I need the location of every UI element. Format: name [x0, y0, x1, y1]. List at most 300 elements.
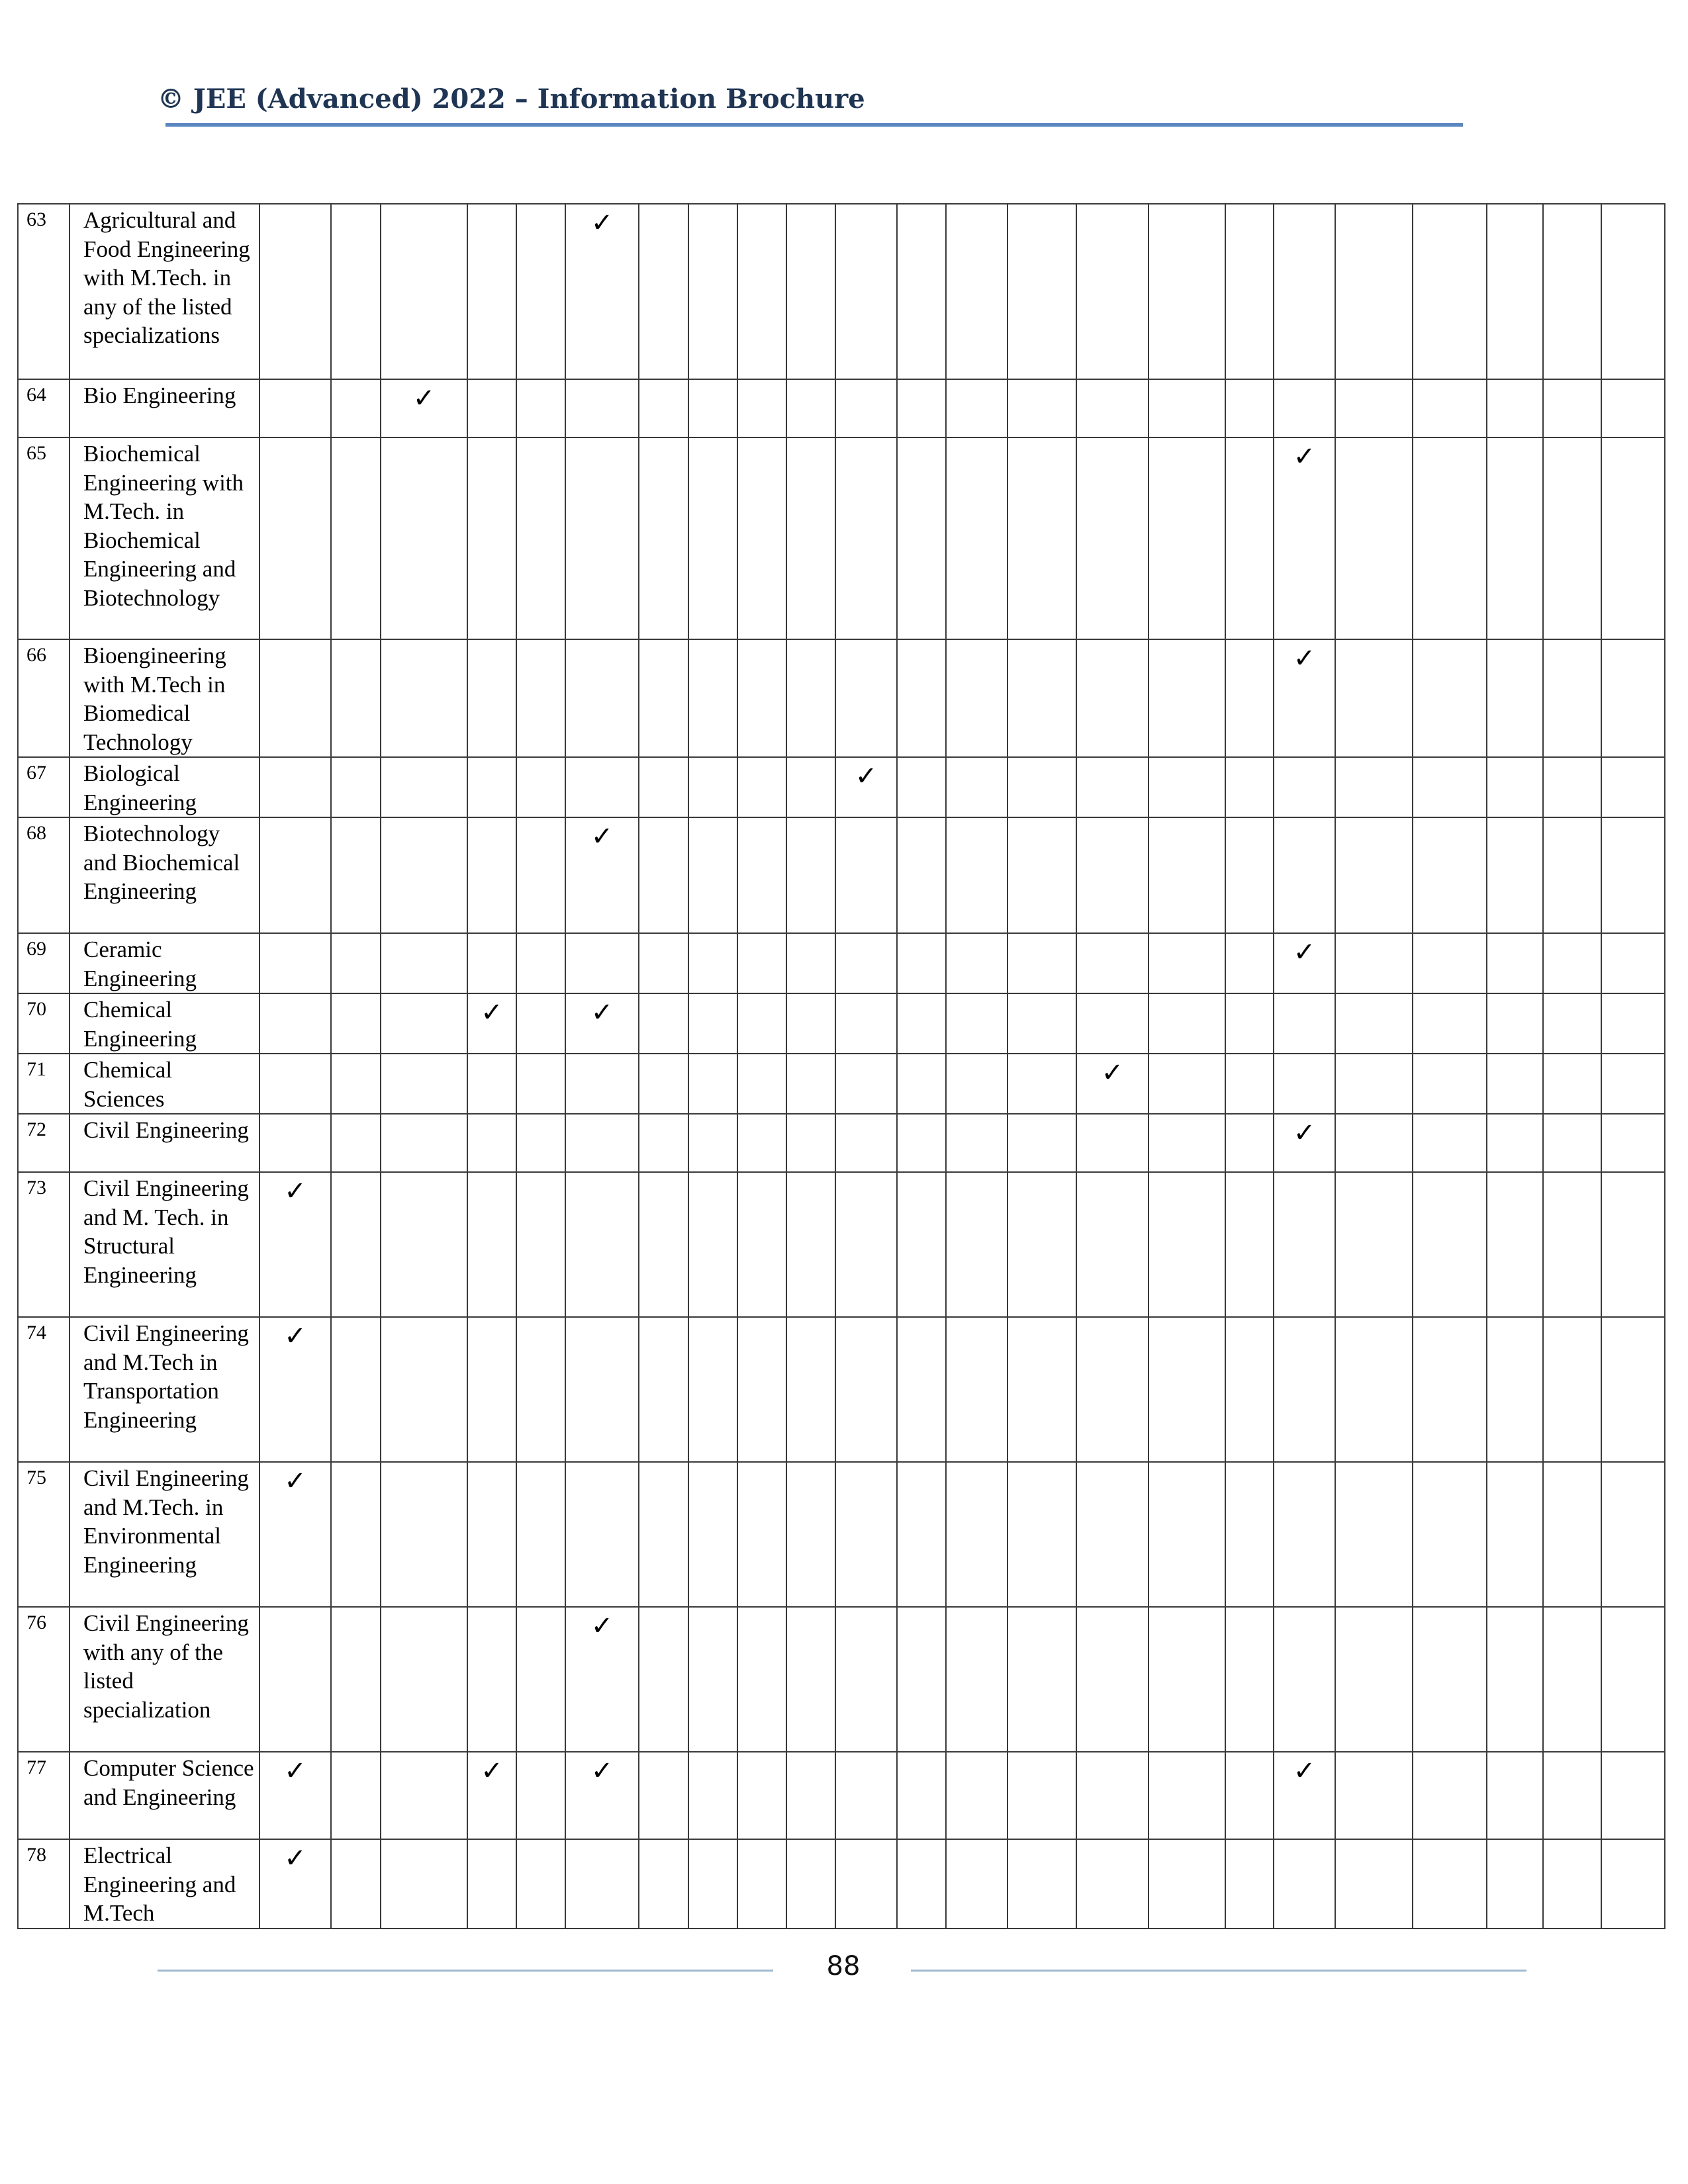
institute-cell [331, 817, 381, 933]
institute-cell [1487, 639, 1543, 757]
institute-cell [1601, 1462, 1665, 1607]
institute-cell [1543, 1839, 1601, 1929]
institute-cell [835, 933, 897, 993]
institute-cell [1076, 437, 1149, 639]
institute-cell [1335, 1114, 1413, 1172]
institute-cell [786, 639, 835, 757]
course-name: Bioengineering with M.Tech in Biomedical Technology [70, 639, 259, 757]
institute-cell [1076, 379, 1149, 437]
institute-cell [565, 1317, 639, 1462]
institute-cell [897, 1607, 946, 1752]
table-row [18, 757, 1665, 817]
course-name: Civil Engineering and M. Tech. in Structural Engineering [70, 1172, 259, 1317]
institute-cell [381, 933, 467, 993]
institute-cell [1487, 379, 1543, 437]
institute-cell [1274, 379, 1335, 437]
institute-cell [1413, 1839, 1487, 1929]
institute-cell [259, 757, 331, 817]
institute-cell [1225, 437, 1274, 639]
institute-cell [639, 817, 688, 933]
table-row [18, 1462, 1665, 1607]
institute-cell [1008, 1752, 1076, 1839]
institute-cell [1008, 757, 1076, 817]
institute-cell [1543, 1114, 1601, 1172]
institute-cell [786, 1752, 835, 1839]
course-name: Civil Engineering and M.Tech. in Environmental Engineering [70, 1462, 259, 1607]
institute-cell [737, 437, 786, 639]
institute-cell [1076, 204, 1149, 379]
row-number: 68 [18, 817, 70, 933]
course-name: Ceramic Engineering [70, 933, 259, 993]
institute-cell [381, 379, 467, 437]
institute-cell [897, 437, 946, 639]
institute-cell [897, 993, 946, 1054]
institute-cell [737, 379, 786, 437]
institute-cell [835, 1462, 897, 1607]
institute-cell [786, 993, 835, 1054]
institute-cell [259, 1054, 331, 1114]
institute-cell [565, 993, 639, 1054]
institute-cell [1225, 1054, 1274, 1114]
institute-cell [1008, 204, 1076, 379]
institute-cell [1487, 204, 1543, 379]
row-number: 63 [18, 204, 70, 379]
checkmark-icon: ✓ [284, 1756, 306, 1786]
institute-cell [381, 437, 467, 639]
institute-cell [946, 1054, 1008, 1114]
institute-cell [1076, 993, 1149, 1054]
institute-cell [1076, 817, 1149, 933]
institute-cell [946, 639, 1008, 757]
institute-cell [1487, 1462, 1543, 1607]
header-rule [165, 123, 1463, 127]
institute-cell [381, 639, 467, 757]
institute-cell [786, 379, 835, 437]
institute-cell [1149, 204, 1225, 379]
institute-cell [688, 757, 737, 817]
institute-cell [467, 1462, 516, 1607]
table-row [18, 933, 1665, 993]
institute-cell [946, 1172, 1008, 1317]
checkmark-icon: ✓ [284, 1843, 306, 1874]
institute-cell [1335, 204, 1413, 379]
institute-cell [639, 933, 688, 993]
institute-cell [688, 1114, 737, 1172]
row-number: 66 [18, 639, 70, 757]
institute-cell [835, 379, 897, 437]
institute-cell [1008, 1114, 1076, 1172]
institute-cell [331, 1114, 381, 1172]
institute-cell [737, 933, 786, 993]
institute-cell [835, 1607, 897, 1752]
institute-cell [639, 757, 688, 817]
institute-cell [1274, 1054, 1335, 1114]
institute-cell [835, 1054, 897, 1114]
institute-cell [1543, 437, 1601, 639]
institute-cell [1008, 1317, 1076, 1462]
page-number: 88 [826, 1951, 861, 1981]
institute-cell [1543, 639, 1601, 757]
row-number: 71 [18, 1054, 70, 1114]
institute-cell [259, 1839, 331, 1929]
institute-cell [1543, 1752, 1601, 1839]
institute-cell [467, 817, 516, 933]
institute-cell [639, 1607, 688, 1752]
institute-cell [1149, 933, 1225, 993]
institute-cell [381, 1114, 467, 1172]
course-name: Computer Science and Engineering [70, 1752, 259, 1839]
institute-cell [835, 993, 897, 1054]
institute-cell [516, 933, 565, 993]
institute-cell [1543, 1317, 1601, 1462]
institute-cell [1225, 993, 1274, 1054]
institute-cell [688, 993, 737, 1054]
institute-cell [565, 1114, 639, 1172]
institute-cell [467, 1054, 516, 1114]
table-row [18, 1839, 1665, 1929]
institute-cell [1543, 1607, 1601, 1752]
institute-cell [467, 933, 516, 993]
institute-cell [565, 757, 639, 817]
institute-cell [1487, 1607, 1543, 1752]
institute-cell [1225, 639, 1274, 757]
institute-cell [835, 757, 897, 817]
brochure-header-title: © JEE (Advanced) 2022 – Information Brochure [158, 83, 865, 114]
row-number: 75 [18, 1462, 70, 1607]
institute-cell [565, 379, 639, 437]
institute-cell [1076, 933, 1149, 993]
institute-cell [737, 1462, 786, 1607]
institute-cell [1149, 1114, 1225, 1172]
institute-cell [1413, 1054, 1487, 1114]
institute-cell [1487, 817, 1543, 933]
footer-rule-right [911, 1970, 1526, 1972]
table-row [18, 1752, 1665, 1839]
checkmark-icon: ✓ [1293, 937, 1316, 968]
institute-cell [786, 437, 835, 639]
table-row [18, 1607, 1665, 1752]
institute-cell [1413, 437, 1487, 639]
institute-cell [467, 1172, 516, 1317]
institute-cell [1487, 1054, 1543, 1114]
institute-cell [1008, 379, 1076, 437]
institute-cell [1413, 1317, 1487, 1462]
institute-cell [688, 204, 737, 379]
institute-cell [1225, 1839, 1274, 1929]
institute-cell [1601, 1054, 1665, 1114]
institute-cell [688, 933, 737, 993]
row-number: 64 [18, 379, 70, 437]
institute-cell [786, 1607, 835, 1752]
institute-cell [1008, 933, 1076, 993]
institute-cell [331, 757, 381, 817]
institute-cell [331, 437, 381, 639]
course-name: Biotechnology and Biochemical Engineering [70, 817, 259, 933]
institute-cell [1076, 639, 1149, 757]
institute-cell [1149, 1054, 1225, 1114]
institute-cell [1274, 437, 1335, 639]
institute-cell [1601, 933, 1665, 993]
institute-cell [946, 757, 1008, 817]
institute-cell [639, 379, 688, 437]
institute-cell [1274, 933, 1335, 993]
checkmark-icon: ✓ [590, 1611, 614, 1641]
institute-cell [381, 757, 467, 817]
institute-cell [946, 1752, 1008, 1839]
checkmark-icon: ✓ [1293, 441, 1316, 472]
institute-cell [1225, 1317, 1274, 1462]
institute-cell [1008, 1607, 1076, 1752]
table-row [18, 639, 1665, 757]
institute-cell [467, 1607, 516, 1752]
institute-cell [259, 993, 331, 1054]
table-row [18, 437, 1665, 639]
checkmark-icon: ✓ [284, 1176, 306, 1206]
institute-cell [1335, 1172, 1413, 1317]
institute-cell [516, 1114, 565, 1172]
institute-cell [1076, 1114, 1149, 1172]
institute-cell [1413, 933, 1487, 993]
institute-cell [1335, 639, 1413, 757]
institute-cell [1225, 1172, 1274, 1317]
checkmark-icon: ✓ [1293, 643, 1316, 674]
institute-cell [639, 437, 688, 639]
institute-cell [946, 993, 1008, 1054]
institute-cell [688, 1462, 737, 1607]
footer-rule-left [158, 1970, 773, 1972]
institute-cell [565, 1839, 639, 1929]
institute-cell [1601, 1752, 1665, 1839]
institute-cell [639, 1317, 688, 1462]
institute-cell [516, 817, 565, 933]
institute-cell [1601, 817, 1665, 933]
institute-cell [835, 639, 897, 757]
institute-cell [565, 933, 639, 993]
institute-cell [737, 1752, 786, 1839]
institute-cell [737, 1839, 786, 1929]
institute-cell [946, 817, 1008, 933]
row-number: 70 [18, 993, 70, 1054]
institute-cell [946, 1114, 1008, 1172]
institute-cell [516, 437, 565, 639]
institute-cell [1225, 1607, 1274, 1752]
checkmark-icon: ✓ [1101, 1058, 1124, 1088]
checkmark-icon: ✓ [481, 1756, 503, 1786]
table-row [18, 1114, 1665, 1172]
institute-cell [1335, 1462, 1413, 1607]
institute-cell [688, 437, 737, 639]
course-name: Chemical Engineering [70, 993, 259, 1054]
institute-cell [1413, 1114, 1487, 1172]
institute-cell [946, 1607, 1008, 1752]
table-row [18, 204, 1665, 379]
institute-cell [1274, 1839, 1335, 1929]
institute-cell [516, 1172, 565, 1317]
institute-cell [1076, 1317, 1149, 1462]
institute-cell [467, 204, 516, 379]
institute-cell [1601, 1607, 1665, 1752]
institute-cell [381, 1317, 467, 1462]
institute-cell [381, 204, 467, 379]
institute-cell [897, 1054, 946, 1114]
institute-cell [1008, 817, 1076, 933]
institute-cell [381, 993, 467, 1054]
institute-cell [1413, 993, 1487, 1054]
institute-cell [946, 1839, 1008, 1929]
institute-cell [786, 1839, 835, 1929]
institute-cell [1274, 993, 1335, 1054]
institute-cell [381, 1172, 467, 1317]
checkmark-icon: ✓ [284, 1466, 306, 1496]
institute-cell [1274, 639, 1335, 757]
institute-cell [1008, 1839, 1076, 1929]
institute-cell [331, 1054, 381, 1114]
institute-cell [897, 204, 946, 379]
institute-cell [737, 639, 786, 757]
institute-cell [1543, 757, 1601, 817]
institute-cell [331, 993, 381, 1054]
institute-cell [1487, 993, 1543, 1054]
institute-cell [835, 817, 897, 933]
institute-cell [259, 204, 331, 379]
institute-cell [1335, 437, 1413, 639]
institute-cell [1335, 993, 1413, 1054]
row-number: 74 [18, 1317, 70, 1462]
institute-cell [1149, 1462, 1225, 1607]
institute-cell [1601, 1839, 1665, 1929]
institute-cell [688, 639, 737, 757]
institute-cell [516, 1054, 565, 1114]
institute-cell [1543, 993, 1601, 1054]
table-row [18, 1317, 1665, 1462]
institute-cell [946, 933, 1008, 993]
institute-cell [639, 204, 688, 379]
institute-cell [467, 437, 516, 639]
institute-cell [897, 817, 946, 933]
table-row [18, 1172, 1665, 1317]
table-row [18, 993, 1665, 1054]
institute-cell [1149, 379, 1225, 437]
institute-cell [331, 1839, 381, 1929]
institute-cell [1543, 1172, 1601, 1317]
institute-cell [331, 1607, 381, 1752]
institute-cell [467, 757, 516, 817]
institute-cell [259, 437, 331, 639]
institute-cell [1225, 1752, 1274, 1839]
course-name: Civil Engineering [70, 1114, 259, 1172]
institute-cell [259, 379, 331, 437]
institute-cell [737, 993, 786, 1054]
institute-cell [946, 1462, 1008, 1607]
institute-cell [565, 204, 639, 379]
institute-cell [688, 1172, 737, 1317]
checkmark-icon: ✓ [855, 761, 878, 792]
institute-cell [639, 1054, 688, 1114]
institute-cell [1225, 1114, 1274, 1172]
institute-cell [1225, 817, 1274, 933]
institute-cell [786, 204, 835, 379]
institute-cell [639, 1752, 688, 1839]
institute-cell [1413, 1172, 1487, 1317]
institute-cell [897, 933, 946, 993]
institute-cell [516, 1317, 565, 1462]
institute-cell [786, 1114, 835, 1172]
institute-cell [467, 639, 516, 757]
institute-cell [467, 1752, 516, 1839]
institute-cell [516, 1607, 565, 1752]
institute-cell [565, 1462, 639, 1607]
institute-cell [331, 1172, 381, 1317]
institute-cell [1413, 757, 1487, 817]
checkmark-icon: ✓ [590, 821, 614, 852]
checkmark-icon: ✓ [1293, 1118, 1316, 1148]
institute-cell [1543, 379, 1601, 437]
institute-cell [639, 1172, 688, 1317]
row-number: 72 [18, 1114, 70, 1172]
institute-cell [1413, 817, 1487, 933]
institute-cell [1076, 1752, 1149, 1839]
institute-cell [897, 379, 946, 437]
row-number: 76 [18, 1607, 70, 1752]
institute-cell [1274, 1752, 1335, 1839]
institute-cell [1601, 204, 1665, 379]
row-number: 67 [18, 757, 70, 817]
row-number: 65 [18, 437, 70, 639]
institute-cell [259, 1172, 331, 1317]
course-name: Biochemical Engineering with M.Tech. in Biochemical Engineering and Biotechnology [70, 437, 259, 639]
checkmark-icon: ✓ [481, 997, 503, 1028]
institute-cell [381, 1462, 467, 1607]
course-name: Chemical Sciences [70, 1054, 259, 1114]
institute-cell [1076, 1172, 1149, 1317]
institute-cell [1487, 437, 1543, 639]
institute-cell [835, 1752, 897, 1839]
institute-cell [786, 933, 835, 993]
institute-cell [897, 1839, 946, 1929]
institute-cell [1274, 1172, 1335, 1317]
institute-cell [467, 1317, 516, 1462]
institute-cell [1335, 933, 1413, 993]
institute-cell [516, 1839, 565, 1929]
row-number: 78 [18, 1839, 70, 1929]
institute-cell [688, 1607, 737, 1752]
course-name: Agricultural and Food Engineering with M.Tech. in any of the listed specializations [70, 204, 259, 379]
institute-cell [1601, 1114, 1665, 1172]
institute-cell [786, 757, 835, 817]
institute-cell [1225, 379, 1274, 437]
institute-cell [786, 1462, 835, 1607]
institute-cell [331, 379, 381, 437]
institute-cell [946, 204, 1008, 379]
institute-cell [1413, 1462, 1487, 1607]
institute-cell [1335, 379, 1413, 437]
institute-cell [1008, 993, 1076, 1054]
institute-cell [1076, 1839, 1149, 1929]
institute-cell [516, 1752, 565, 1839]
course-name: Civil Engineering and M.Tech in Transportation Engineering [70, 1317, 259, 1462]
institute-cell [1487, 1752, 1543, 1839]
institute-cell [897, 757, 946, 817]
institute-cell [259, 1607, 331, 1752]
checkmark-icon: ✓ [590, 1756, 614, 1786]
institute-cell [516, 639, 565, 757]
institute-cell [1601, 639, 1665, 757]
institute-cell [897, 639, 946, 757]
institute-cell [897, 1114, 946, 1172]
institute-cell [737, 757, 786, 817]
institute-cell [1149, 757, 1225, 817]
institute-cell [1274, 1462, 1335, 1607]
